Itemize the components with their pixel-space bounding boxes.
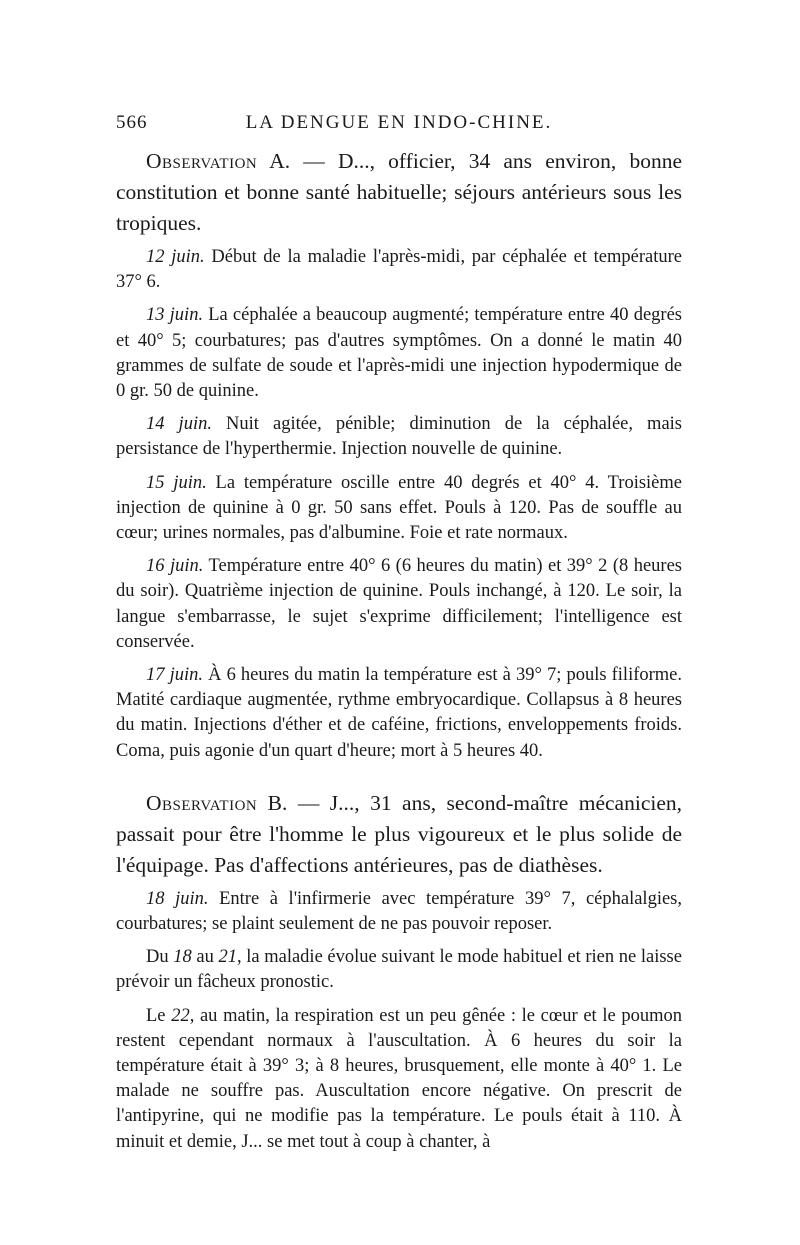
observation-a-text: A. — D..., officier, 34 ans environ, bonne constitution et bonne santé habituelle; séjours antérieurs sous les tropiques. <box>116 149 682 235</box>
page-header <box>116 112 682 140</box>
inline-date: 21 <box>218 947 237 968</box>
paragraph-text: , la maladie évolue suivant le mode habituel et rien ne laisse prévoir un fâcheux pronostic. <box>116 947 682 993</box>
observation-label: Observation <box>146 149 258 173</box>
inline-date: 22 <box>171 1005 190 1026</box>
running-title: LA DENGUE EN INDO-CHINE. <box>245 112 553 133</box>
paragraph-text: Le <box>146 1005 172 1026</box>
page-body <box>116 146 682 1155</box>
observation-label: Observation <box>146 790 258 815</box>
entry-text: Entre à l'infirmerie avec température 39° 7, céphalalgies, courbatures; se plaint seulement de ne pas pouvoir reposer. <box>116 888 682 935</box>
observation-b-intro <box>116 788 682 881</box>
observation-a-intro <box>116 146 682 239</box>
body-paragraph <box>116 1004 682 1155</box>
observation-b-text: B. — J..., 31 ans, second-maître mécanicien, passait pour être l'homme le plus vigoureux et le plus solide de l'équipage. Pas d'affections antérieures, pas de diathèses. <box>116 790 682 877</box>
paragraph-text: Du <box>146 947 174 968</box>
entry-a-paragraph <box>116 471 682 547</box>
entry-b-paragraph <box>116 887 682 937</box>
entry-date: 18 juin. <box>146 888 209 909</box>
entry-a-paragraph <box>116 303 682 404</box>
entry-a-paragraph <box>116 663 682 764</box>
entry-date: 15 juin. <box>146 472 207 493</box>
entry-date: 17 juin. <box>146 665 204 686</box>
paragraph-text: au <box>191 947 219 968</box>
entry-date: 13 juin. <box>146 305 204 326</box>
entry-text: La température oscille entre 40 degrés et 40° 4. Troisième injection de quinine à 0 gr. 50 sans effet. Pouls à 120. Pas de souffle au cœur; urines normales, pas d'albumine. Foie et rate normaux. <box>116 472 682 544</box>
entry-date: 12 juin. <box>146 247 205 267</box>
page-number: 566 <box>116 112 148 133</box>
paragraph-text: , au matin, la respiration est un peu gênée : le cœur et le poumon restent cependant normaux à l'auscultation. À 6 heures du soir la température était à 39° 3; à 8 heures, brusquement, elle monte à 40° 1. Le malade ne souffre pas. Auscultation encore négative. On prescrit de l'antipyrine, qui ne modifie pas la température. Le pouls était à 110. À minuit et demie, J... se met tout à coup à chanter, à <box>116 1005 682 1152</box>
inline-date: 18 <box>173 947 192 968</box>
entry-text: La céphalée a beaucoup augmenté; température entre 40 degrés et 40° 5; courbatures; pas d'autres symptômes. On a donné le matin 40 grammes de sulfate de soude et l'après-midi une injection hypodermique de 0 gr. 50 de quinine. <box>116 305 683 402</box>
entry-text: Température entre 40° 6 (6 heures du matin) et 39° 2 (8 heures du soir). Quatrième injection de quinine. Pouls inchangé, à 120. Le soir, la langue s'embarrasse, le sujet s'exprime difficilement; l'intelligence est conservée. <box>116 556 683 652</box>
entry-a-paragraph <box>116 554 682 655</box>
entry-date: 14 juin. <box>146 414 212 435</box>
entry-a-paragraph <box>116 412 682 462</box>
entry-text: Début de la maladie l'après-midi, par céphalée et température 37° 6. <box>116 247 682 293</box>
entry-a-paragraph <box>116 245 682 295</box>
entry-text: À 6 heures du matin la température est à 39° 7; pouls filiforme. Matité cardiaque augmentée, rythme embryocardique. Collapsus à 8 heures du matin. Injections d'éther et de caféine, frictions, enveloppements froids. Coma, puis agonie d'un quart d'heure; mort à 5 heures 40. <box>116 665 683 761</box>
body-paragraph <box>116 945 682 995</box>
entry-date: 16 juin. <box>146 556 204 577</box>
entry-text: Nuit agitée, pénible; diminution de la céphalée, mais persistance de l'hyperthermie. Injection nouvelle de quinine. <box>116 414 682 460</box>
